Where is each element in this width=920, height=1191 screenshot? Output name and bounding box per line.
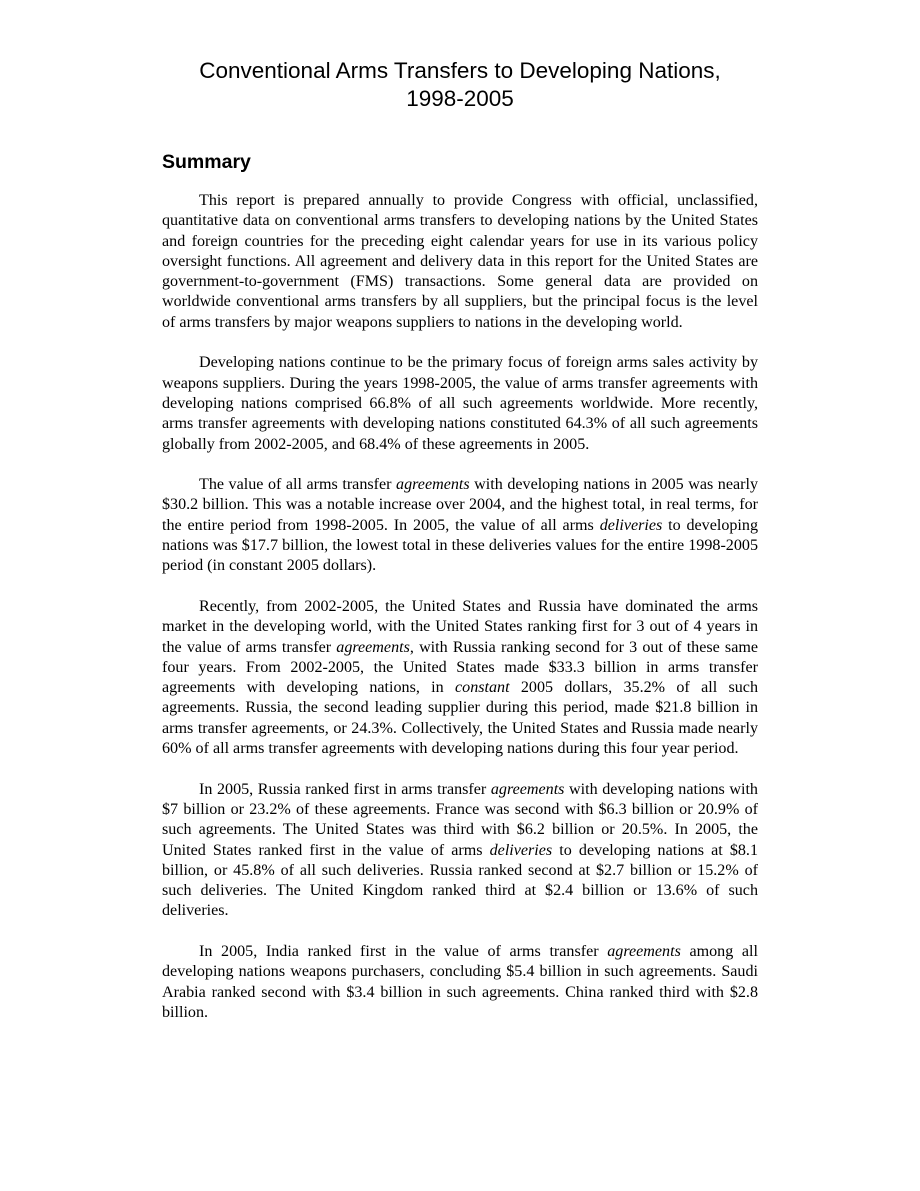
paragraph-4 xyxy=(162,597,758,759)
paragraph-text: to developing nations was $17.7 billion, the lowest total in these deliveries values for the entire 1998-2005 period (in constant 2005 dollars). xyxy=(162,516,758,575)
document-title-line-2: 1998-2005 xyxy=(406,86,514,111)
paragraph-1 xyxy=(162,191,758,333)
paragraph-6 xyxy=(162,942,758,1023)
paragraph-text: Recently, from 2002-2005, the United States and Russia have dominated the arms market in the developing world, with the United States ranking first for 3 out of 4 years in the value of arms transfer xyxy=(162,597,758,656)
emphasis-text: deliveries xyxy=(489,841,553,859)
document-title xyxy=(162,57,758,113)
paragraph-text: with developing nations with $7 billion or 23.2% of these agreements. France was second with $6.3 billion or 20.9% of such agreements. The United States was third with $6.2 billion or 20.5%. In 2005, the United States ranked first in the value of arms xyxy=(162,780,758,859)
emphasis-text: agreements xyxy=(396,476,470,494)
paragraph-text: among all developing nations weapons purchasers, concluding $5.4 billion in such agreements. Saudi Arabia ranked second with $3.4 billion in such agreements. China ranked third with $2.8 billion. xyxy=(162,942,758,1021)
paragraph-text: , with Russia ranking second for 3 out of these same four years. From 2002-2005, the United States made $33.3 billion in arms transfer agreements with developing nations, in xyxy=(162,638,759,697)
document-page xyxy=(162,0,758,1043)
paragraph-2 xyxy=(162,353,758,454)
emphasis-text: agreements xyxy=(607,942,681,960)
paragraph-text: This report is prepared annually to provide Congress with official, unclassified, quantitative data on conventional arms transfers to developing nations by the United States and foreign countries for the preceding eight calendar years for use in its various policy oversight functions. All agreement and delivery data in this report for the United States are government-to-government (FMS) transactions. Some general data are provided on worldwide conventional arms transfers by all suppliers, but the principal focus is the level of arms transfers by major weapons suppliers to nations in the developing world. xyxy=(162,192,758,331)
paragraph-text: In 2005, India ranked first in the value of arms transfer xyxy=(199,942,608,960)
paragraph-5 xyxy=(162,780,758,922)
paragraph-text: 2005 dollars, 35.2% of all such agreements. Russia, the second leading supplier during this period, made $21.8 billion in arms transfer agreements, or 24.3%. Collectively, the United States and Russia made nearly 60% of all arms transfer agreements with developing nations during this four year period. xyxy=(162,679,758,758)
emphasis-text: deliveries xyxy=(599,516,663,534)
emphasis-text: constant xyxy=(455,679,510,697)
paragraph-text: In 2005, Russia ranked first in arms transfer xyxy=(199,780,491,798)
paragraph-3 xyxy=(162,475,758,576)
paragraph-text: The value of all arms transfer xyxy=(199,476,397,494)
paragraph-text: to developing nations at $8.1 billion, or 45.8% of all such deliveries. Russia ranked second at $2.7 billion or 15.2% of such deliveries. The United Kingdom ranked third at $2.4 billion or 13.6% of such deliveries. xyxy=(162,841,759,920)
paragraph-text: with developing nations in 2005 was nearly $30.2 billion. This was a notable increase over 2004, and the highest total, in real terms, for the entire period from 1998-2005. In 2005, the value of all arms xyxy=(162,476,758,534)
summary-heading: Summary xyxy=(162,151,251,173)
emphasis-text: agreements xyxy=(490,780,565,798)
emphasis-text: agreements xyxy=(336,638,410,656)
document-title-line-1: Conventional Arms Transfers to Developing Nations, xyxy=(199,58,721,83)
paragraph-text: Developing nations continue to be the primary focus of foreign arms sales activity by weapons suppliers. During the years 1998-2005, the value of arms transfer agreements with developing nations comprised 66.8% of all such agreements worldwide. More recently, arms transfer agreements with developing nations constituted 64.3% of all such agreements globally from 2002-2005, and 68.4% of these agreements in 2005. xyxy=(162,354,758,453)
